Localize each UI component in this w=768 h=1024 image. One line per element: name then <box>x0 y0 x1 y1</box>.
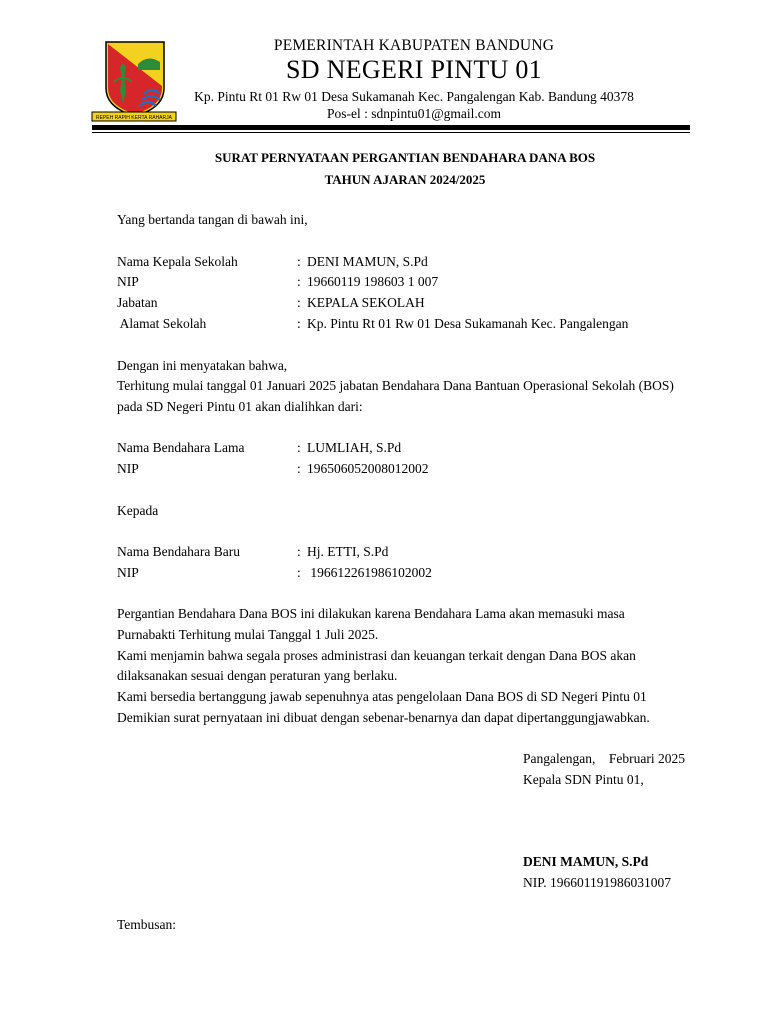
letter-subtitle: TAHUN AJARAN 2024/2025 <box>324 172 486 187</box>
field-value: LUMLIAH, S.Pd <box>307 440 402 455</box>
field-colon: : <box>297 295 301 310</box>
field-label: NIP <box>117 565 139 580</box>
closing-line: Kami bersedia bertanggung jawab sepenuhnya atas pengelolaan Dana BOS di SD Negeri Pintu 01 <box>117 689 647 704</box>
government-name: PEMERINTAH KABUPATEN BANDUNG <box>273 37 555 54</box>
field-value: DENI MAMUN, S.Pd <box>307 254 428 269</box>
signature-name: DENI MAMUN, S.Pd <box>523 854 649 869</box>
field-value: Kp. Pintu Rt 01 Rw 01 Desa Sukamanah Kec. Pangalengan <box>307 316 629 331</box>
signature-position: Kepala SDN Pintu 01, <box>523 772 644 787</box>
letter-title: SURAT PERNYATAAN PERGANTIAN BENDAHARA DANA BOS <box>214 150 596 165</box>
statement-line: Terhitung mulai tanggal 01 Januari 2025 jabatan Bendahara Dana Bantuan Operasional Sekolah (BOS) <box>117 378 674 393</box>
school-name: SD NEGERI PINTU 01 <box>285 55 542 84</box>
field-label: NIP <box>117 274 139 289</box>
field-label: Nama Bendahara Lama <box>117 440 245 455</box>
field-colon: : <box>297 544 301 559</box>
field-value: 196612261986102002 <box>307 565 432 580</box>
logo-motto: REPEH RAPIH KERTA RAHARJA <box>96 115 172 121</box>
school-address: Kp. Pintu Rt 01 Rw 01 Desa Sukamanah Kec. Pangalengan Kab. Bandung 40378 <box>194 89 634 104</box>
letterhead-rule-thick <box>92 125 690 130</box>
statement-line: pada SD Negeri Pintu 01 akan dialihkan dari: <box>117 399 363 414</box>
field-colon: : <box>297 461 301 476</box>
school-email: Pos-el : sdnpintu01@gmail.com <box>326 106 502 121</box>
closing-line: dilaksanakan sesuai dengan peraturan yang berlaku. <box>117 668 398 683</box>
field-colon: : <box>297 316 301 331</box>
field-value: 196506052008012002 <box>307 461 429 476</box>
signature-nip: NIP. 196601191986031007 <box>523 875 672 890</box>
tembusan-label: Tembusan: <box>117 917 177 932</box>
closing-line: Pergantian Bendahara Dana BOS ini dilakukan karena Bendahara Lama akan memasuki masa <box>117 606 625 621</box>
letterhead-rule-thin <box>92 132 690 133</box>
intro-text: Yang bertanda tangan di bawah ini, <box>117 212 308 227</box>
field-colon: : <box>297 565 301 580</box>
field-label: NIP <box>117 461 139 476</box>
kepada-text: Kepada <box>117 503 159 518</box>
field-label: Alamat Sekolah <box>117 316 207 331</box>
field-value: 19660119 198603 1 007 <box>307 274 439 289</box>
field-value: Hj. ETTI, S.Pd <box>307 544 389 559</box>
statement-line: Dengan ini menyatakan bahwa, <box>117 358 288 373</box>
field-label: Jabatan <box>117 295 158 310</box>
closing-line: Demikian surat pernyataan ini dibuat dengan sebenar-benarnya dan dapat dipertanggungjawabkan. <box>117 710 650 725</box>
field-colon: : <box>297 254 301 269</box>
closing-line: Purnabakti Terhitung mulai Tanggal 1 Juli 2025. <box>117 627 379 642</box>
field-label: Nama Kepala Sekolah <box>117 254 238 269</box>
closing-line: Kami menjamin bahwa segala proses administrasi dan keuangan terkait dengan Dana BOS akan <box>117 648 636 663</box>
field-label: Nama Bendahara Baru <box>117 544 240 559</box>
signature-place-date: Pangalengan, Februari 2025 <box>523 751 685 766</box>
field-colon: : <box>297 274 301 289</box>
field-colon: : <box>297 440 301 455</box>
field-value: KEPALA SEKOLAH <box>307 295 425 310</box>
